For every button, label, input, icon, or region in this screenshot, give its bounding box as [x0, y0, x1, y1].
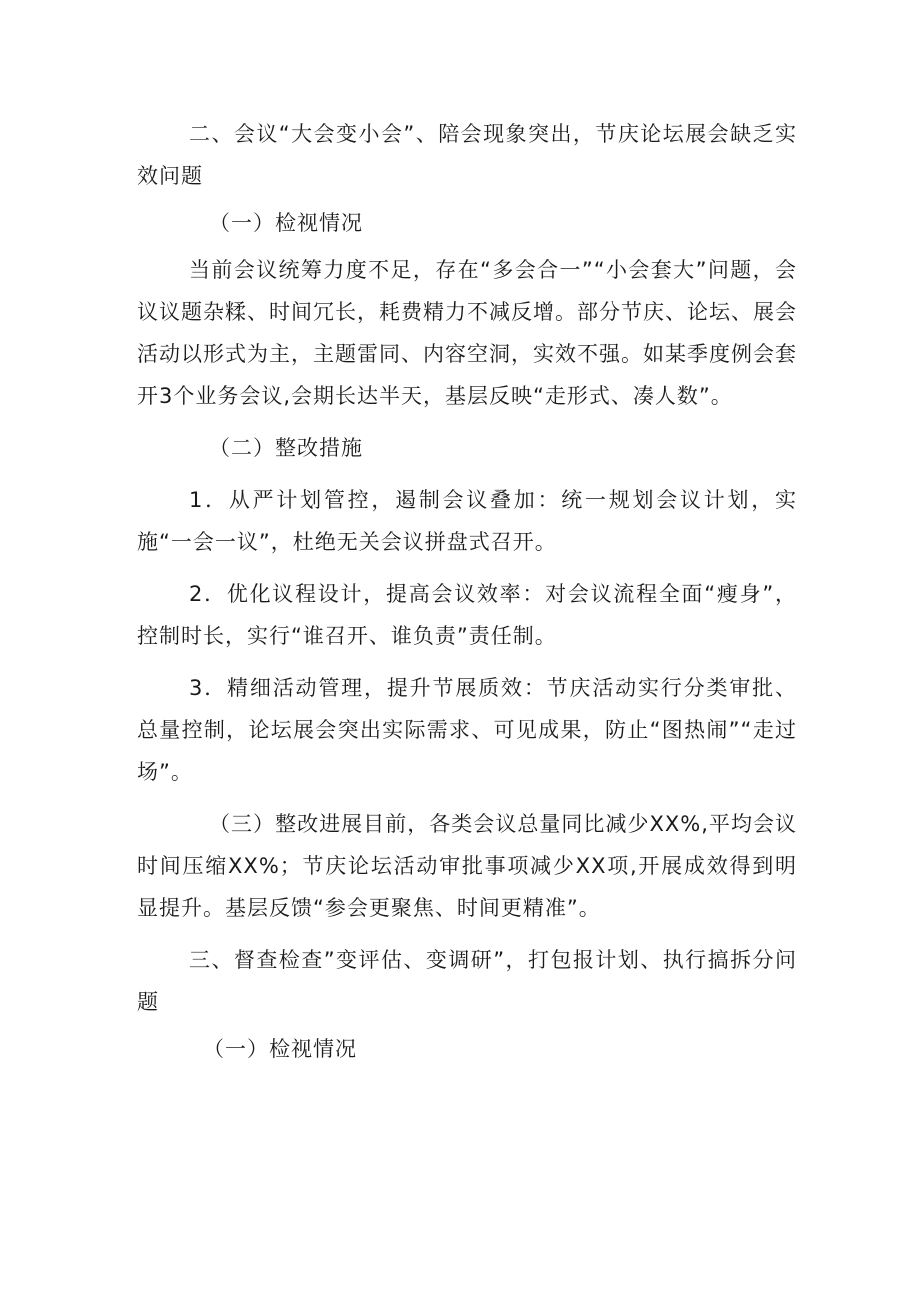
section-2-subheading-measures: （二）整改措施 [209, 436, 363, 460]
section-2-review-body: 当前会议统筹力度不足，存在“多会合一”“小会套大”问题，会议议题杂糅、时间冗长，耗费精力不减反增。部分节庆、论坛、展会活动以形式为主，主题雷同、内容空洞，实效不强。如某季度例会套开3个业务会议,会期长达半天，基层反映“走形式、凑人数”。 [137, 258, 797, 408]
section-3-heading: 三、督查检查”变评估、变调研”，打包报计划、执行搞拆分问题 [137, 948, 797, 1014]
measure-item-1: 1．从严计划管控，遏制会议叠加：统一规划会议计划，实施“一会一议”，杜绝无关会议拼盘式召开。 [137, 488, 797, 554]
section-2-heading: 二、会议“大会变小会”、陪会现象突出，节庆论坛展会缺乏实效问题 [137, 122, 797, 188]
measure-item-3: 3．精细活动管理，提升节展质效：节庆活动实行分类审批、总量控制，论坛展会突出实际需求、可见成果，防止“图热闹”“走过场”。 [137, 676, 797, 784]
section-2-progress-paragraph: （三）整改进展目前，各类会议总量同比减少XX%,平均会议时间压缩XX%；节庆论坛活动审批事项减少XX项,开展成效得到明显提升。基层反馈“参会更聚焦、时间更精准”。 [137, 812, 797, 920]
document-page [137, 113, 797, 1070]
section-2-subheading-review: （一）检视情况 [209, 211, 363, 235]
measure-item-2: 2．优化议程设计，提高会议效率：对会议流程全面“瘦身”，控制时长，实行“谁召开、谁负责”责任制。 [137, 582, 797, 648]
section-3-subheading-review: （一）检视情况 [203, 1037, 357, 1061]
